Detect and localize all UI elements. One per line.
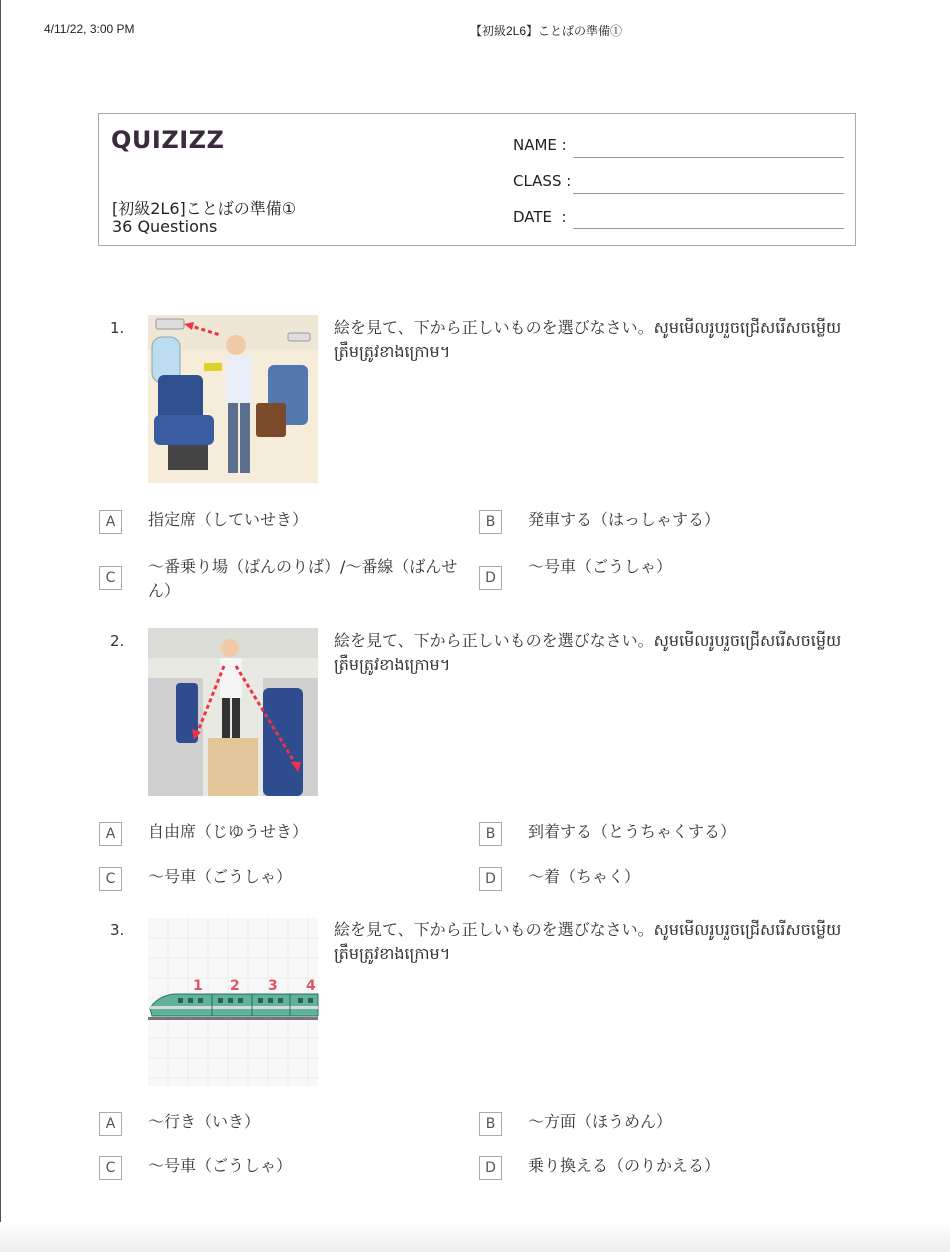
print-date: 4/11/22, 3:00 PM bbox=[44, 22, 135, 36]
option-c-text: ～号車（ごうしゃ） bbox=[148, 1156, 293, 1175]
question-prompt: 絵を見て、下から正しいものを選びなさい。សូមមើលរូបរួចជ្រើសរើសចម្លើយត្រឹមត្រូវខាងក្រោម។ bbox=[334, 920, 842, 963]
question-1-illustration bbox=[148, 315, 318, 483]
option-d-text: 乗り換える（のりかえる） bbox=[528, 1156, 721, 1175]
worksheet-header bbox=[98, 113, 856, 246]
quizizz-logo bbox=[111, 124, 225, 160]
car-number-label: 4 bbox=[306, 978, 316, 994]
logo-wordmark bbox=[111, 124, 225, 154]
question-2-illustration bbox=[148, 628, 318, 796]
option-b-box[interactable]: B bbox=[479, 1112, 502, 1136]
class-label: CLASS : bbox=[513, 172, 572, 190]
option-c-text: ～番乗り場（ばんのりば）/～番線（ばんせん） bbox=[148, 557, 458, 600]
date-label: DATE : bbox=[513, 208, 567, 226]
option-d-text: ～号車（ごうしゃ） bbox=[528, 557, 673, 576]
option-c-box[interactable]: C bbox=[99, 566, 122, 590]
option-b-text: ～方面（ほうめん） bbox=[528, 1112, 673, 1131]
car-number-label: 2 bbox=[230, 978, 240, 994]
option-c-box[interactable]: C bbox=[99, 1156, 122, 1180]
option-c-box[interactable]: C bbox=[99, 867, 122, 891]
option-b-text: 発車する（はっしゃする） bbox=[528, 510, 721, 529]
option-a-text: 自由席（じゆうせき） bbox=[148, 822, 309, 841]
option-b-text: 到着する（とうちゃくする） bbox=[528, 822, 737, 841]
quiz-title: [初級2L6]ことばの準備① bbox=[112, 199, 297, 218]
option-a-text: ～行き（いき） bbox=[148, 1112, 261, 1131]
date-line[interactable] bbox=[573, 228, 844, 229]
question-number: 3. bbox=[110, 921, 125, 939]
option-d-box[interactable]: D bbox=[479, 1156, 502, 1180]
question-count: 36 Questions bbox=[112, 217, 218, 236]
page-bottom-shadow bbox=[0, 1222, 950, 1252]
option-b-box[interactable]: B bbox=[479, 822, 502, 846]
option-a-box[interactable]: A bbox=[99, 1112, 122, 1136]
class-line[interactable] bbox=[573, 193, 844, 194]
option-b-box[interactable]: B bbox=[479, 510, 502, 534]
question-prompt: 絵を見て、下から正しいものを選びなさい。សូមមើលរូបរួចជ្រើសរើសចម្លើយត្រឹមត្រូវខាងក្រោម។ bbox=[334, 318, 842, 361]
car-number-label: 1 bbox=[193, 978, 203, 994]
option-d-box[interactable]: D bbox=[479, 566, 502, 590]
print-title: 【初級2L6】ことばの準備① bbox=[470, 24, 623, 38]
option-c-text: ～号車（ごうしゃ） bbox=[148, 867, 293, 886]
option-a-text: 指定席（していせき） bbox=[148, 510, 309, 529]
option-a-box[interactable]: A bbox=[99, 822, 122, 846]
question-3-illustration bbox=[148, 918, 318, 1086]
question-number: 1. bbox=[110, 319, 125, 337]
page-edge bbox=[0, 0, 1, 1252]
option-a-box[interactable]: A bbox=[99, 510, 122, 534]
option-d-text: ～着（ちゃく） bbox=[528, 867, 641, 886]
name-line[interactable] bbox=[573, 157, 844, 158]
option-d-box[interactable]: D bbox=[479, 867, 502, 891]
name-label: NAME : bbox=[513, 136, 567, 154]
car-number-label: 3 bbox=[268, 978, 278, 994]
svg-text:QUIZIZZ: QUIZIZZ bbox=[111, 126, 225, 154]
question-prompt: 絵を見て、下から正しいものを選びなさい。សូមមើលរូបរួចជ្រើសរើសចម្លើយត្រឹមត្រូវខាងក្រោម។ bbox=[334, 631, 842, 674]
question-number: 2. bbox=[110, 632, 125, 650]
